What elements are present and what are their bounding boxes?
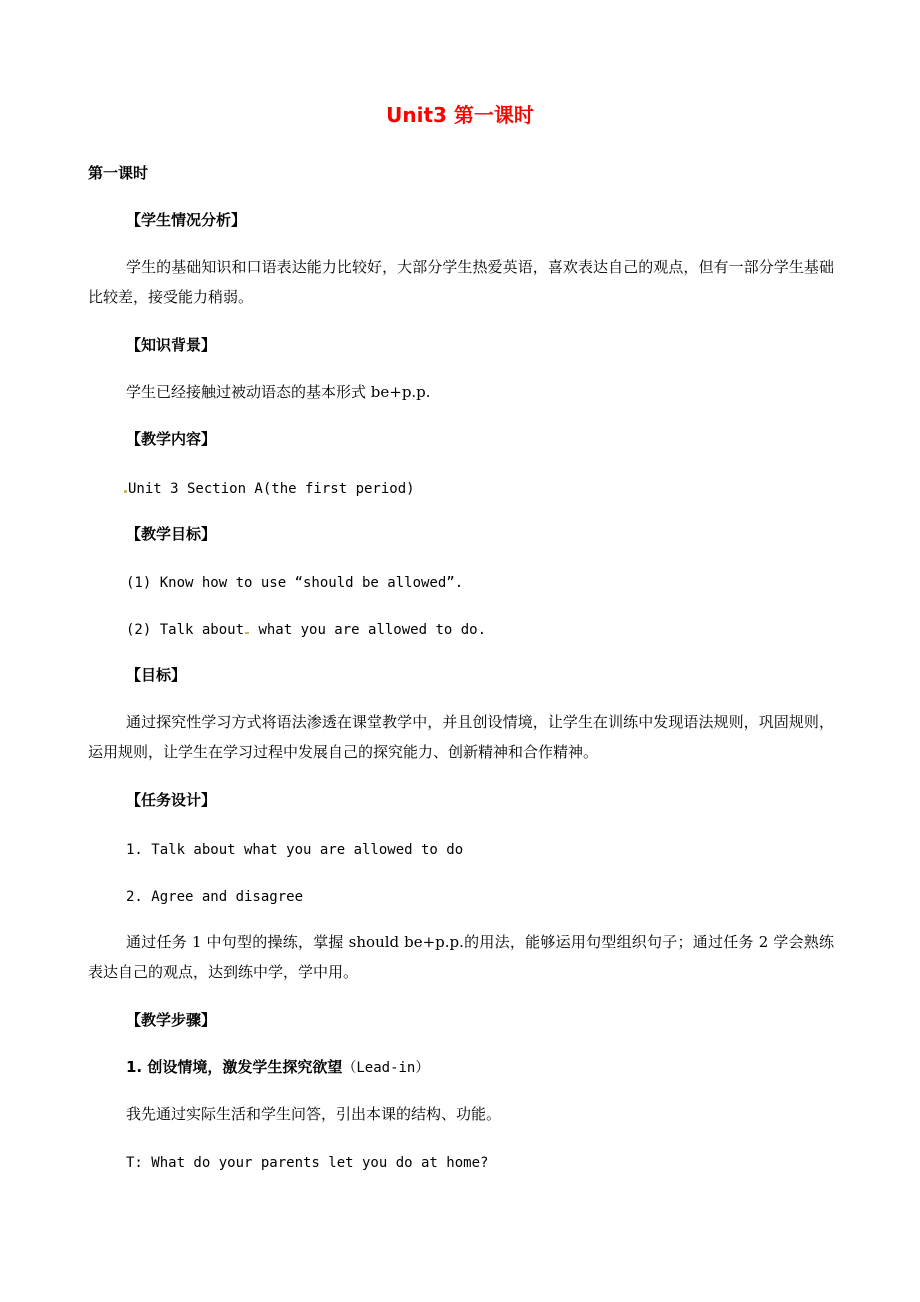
step-1-heading: 1. 创设情境，激发学生探究欲望 — [126, 1058, 343, 1076]
goal-text: 通过探究性学习方式将语法渗透在课堂教学中，并且创设情境，让学生在训练中发现语法规则，巩固规则，运用规则，让学生在学习过程中发展自己的探究能力、创新精神和合作精神。 — [88, 713, 834, 761]
student-analysis-text: 学生的基础知识和口语表达能力比较好，大部分学生热爱英语，喜欢表达自己的观点，但有一部分学生基础比较差，接受能力稍弱。 — [88, 258, 834, 306]
objective-item-2-part-b: what you are allowed to do. — [250, 622, 487, 638]
teaching-content-heading: 【教学内容】 — [126, 430, 217, 448]
task-item-1: 1. Talk about what you are allowed to do — [126, 842, 464, 858]
objective-item-1: (1) Know how to use “should be allowed”. — [126, 575, 464, 591]
teaching-content-text: Unit 3 Section A(the first period) — [128, 481, 415, 497]
goal-heading: 【目标】 — [126, 666, 187, 684]
period-heading: 第一课时 — [88, 164, 149, 182]
objective-item-2 — [126, 615, 486, 645]
dialogue-teacher: T: What do your parents let you do at home? — [126, 1155, 489, 1171]
step-1-suffix: （Lead-in） — [342, 1060, 430, 1076]
marker-dot — [124, 490, 127, 493]
teaching-content-line — [124, 474, 415, 504]
document-title: Unit3 第一课时 — [386, 103, 534, 127]
student-analysis-heading: 【学生情况分析】 — [126, 211, 247, 229]
step-1-text: 我先通过实际生活和学生问答，引出本课的结构、功能。 — [126, 1105, 502, 1123]
teaching-objectives-heading: 【教学目标】 — [126, 525, 217, 543]
task-item-2: 2. Agree and disagree — [126, 889, 304, 905]
task-design-heading: 【任务设计】 — [126, 791, 217, 809]
knowledge-background-heading: 【知识背景】 — [126, 336, 217, 354]
marker-dash — [245, 632, 249, 634]
step-1-line — [126, 1052, 429, 1083]
knowledge-background-text: 学生已经接触过被动语态的基本形式 be+p.p. — [126, 383, 431, 401]
teaching-steps-heading: 【教学步骤】 — [126, 1011, 217, 1029]
task-design-text: 通过任务 1 中句型的操练，掌握 should be+p.p.的用法，能够运用句型组织句子；通过任务 2 学会熟练表达自己的观点，达到练中学，学中用。 — [88, 933, 834, 981]
objective-item-2-part-a: (2) Talk about — [126, 622, 245, 638]
